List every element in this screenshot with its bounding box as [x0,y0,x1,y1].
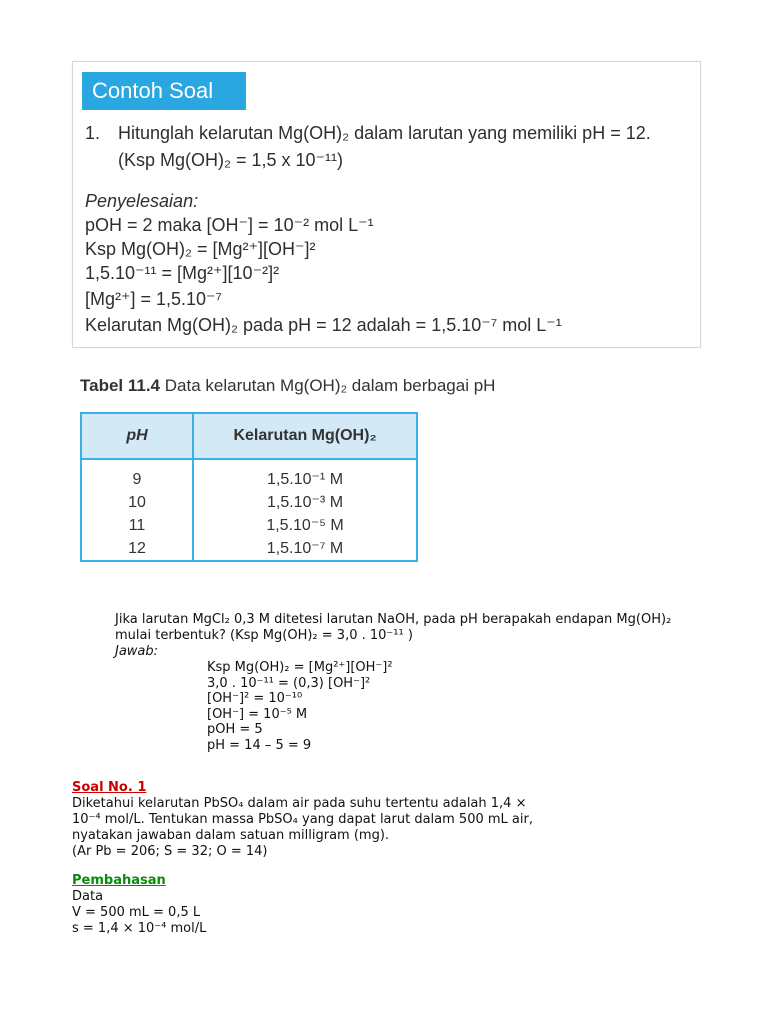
soal-1-line: 10⁻⁴ mol/L. Tentukan massa PbSO₄ yang dapat larut dalam 500 mL air, [72,812,533,827]
table-caption-label: Tabel 11.4 [80,376,161,395]
soal-1-line: (Ar Pb = 206; S = 32; O = 14) [72,844,268,859]
cell-solubility: 1,5.10⁻¹ M [266,471,344,488]
example-box [72,61,701,348]
work-line: pOH = 5 [207,722,263,737]
pembahasan-line: Data [72,889,104,904]
cell-ph: 9 [81,459,193,491]
work-line: [OH⁻]² = 10⁻¹⁰ [207,691,303,706]
soal-1-title: Soal No. 1 [72,780,147,795]
solution-step: Kelarutan Mg(OH)₂ pada pH = 12 adalah = 1,5.10⁻⁷ mol L⁻¹ [85,315,562,335]
soal-1 [72,780,672,860]
table-caption [80,376,495,396]
work-line: 3,0 . 10⁻¹¹ = (0,3) [OH⁻]² [207,675,371,691]
soal-1-line: Diketahui kelarutan PbSO₄ dalam air pada suhu tertentu adalah 1,4 × [72,796,527,811]
cell-ph: 12 [81,537,193,561]
work-line: Ksp Mg(OH)₂ = [Mg²⁺][OH⁻]² [207,660,393,675]
table-row [81,459,417,491]
cell-solubility: 1,5.10⁻⁷ M [266,540,344,557]
question-line-2: (Ksp Mg(OH)₂ = 1,5 x 10⁻¹¹) [118,150,344,170]
question-2 [115,612,705,660]
solution-step: [Mg²⁺] = 1,5.10⁻⁷ [85,289,223,309]
work-line: pH = 14 – 5 = 9 [207,737,312,753]
solution-step: Ksp Mg(OH)₂ = [Mg²⁺][OH⁻]² [85,239,316,259]
soal-1-line: nyatakan jawaban dalam satuan milligram (mg). [72,828,390,843]
solubility-table [80,412,418,562]
example-tag: Contoh Soal [82,72,246,110]
solution-step: 1,5.10⁻¹¹ = [Mg²⁺][10⁻²]² [85,263,280,283]
table-row [81,537,417,561]
cell-ph: 10 [81,491,193,514]
table-caption-text: Data kelarutan Mg(OH)₂ dalam berbagai pH [164,376,496,395]
question-line-1: Hitunglah kelarutan Mg(OH)₂ dalam larutan yang memiliki pH = 12. [118,123,651,143]
pembahasan-line: V = 500 mL = 0,5 L [72,905,201,920]
header-ph: pH [81,413,193,459]
cell-solubility: 1,5.10⁻³ M [266,494,344,511]
cell-ph: 11 [81,514,193,537]
pembahasan [72,873,206,937]
answer-label: Jawab: [115,644,159,659]
pembahasan-title: Pembahasan [72,873,166,888]
solution-title: Penyelesaian: [85,191,199,211]
pembahasan-line: s = 1,4 × 10⁻⁴ mol/L [72,921,207,936]
cell-solubility: 1,5.10⁻⁵ M [266,517,344,534]
table-row [81,491,417,514]
table-header-row [81,413,417,459]
work-line: [OH⁻] = 10⁻⁵ M [207,706,308,722]
answer-work [207,660,393,753]
question-number: 1. [85,123,101,143]
question-2-text: Jika larutan MgCl₂ 0,3 M ditetesi larutan NaOH, pada pH berapakah endapan Mg(OH)₂ mulai terbentuk? (Ksp Mg(OH)₂ = 3,0 . 10⁻¹¹ ) [115,612,672,643]
solution-step: pOH = 2 maka [OH⁻] = 10⁻² mol L⁻¹ [85,215,374,235]
header-solubility: Kelarutan Mg(OH)₂ [193,413,417,459]
table-row [81,514,417,537]
